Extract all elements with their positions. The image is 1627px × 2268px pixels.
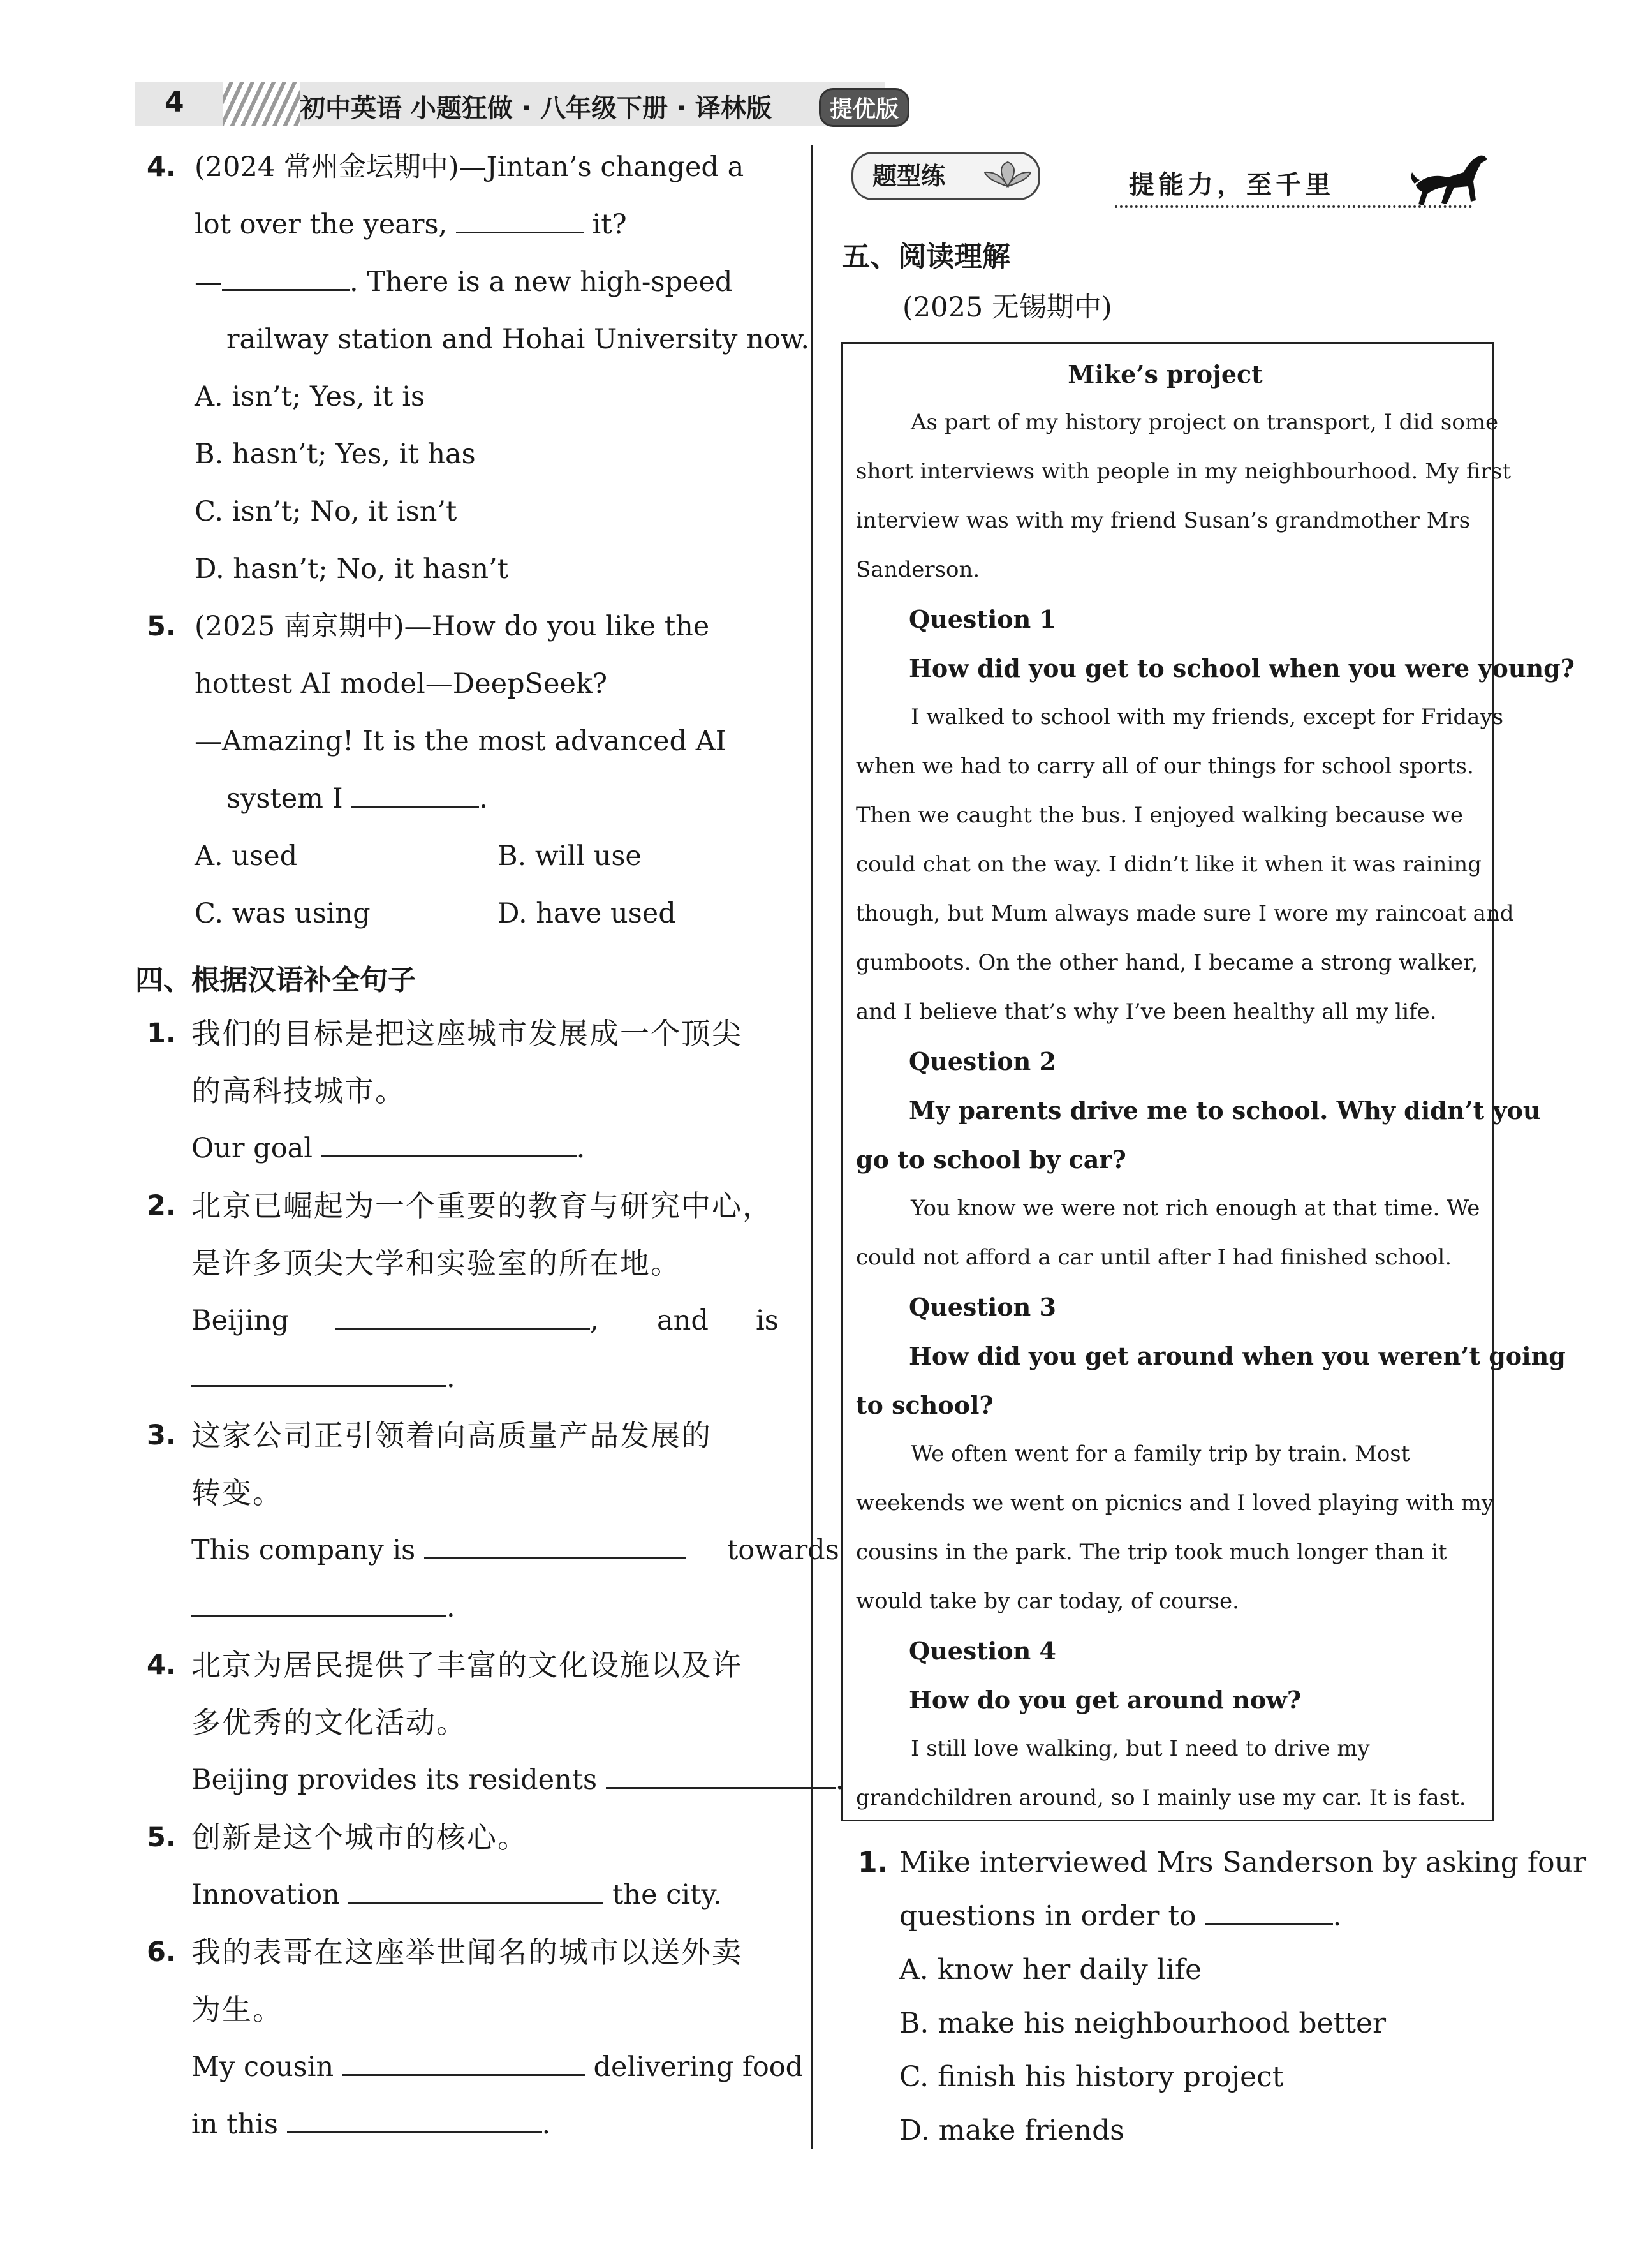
passage-line: Sanderson.: [856, 557, 980, 582]
answer-blank[interactable]: [287, 2107, 542, 2133]
option[interactable]: A. used: [195, 840, 298, 872]
answer-blank[interactable]: [321, 1131, 577, 1157]
passage-title: Mike’s project: [1068, 360, 1263, 389]
option[interactable]: B. hasn’t; Yes, it has: [195, 438, 476, 470]
english-prompt: in this .: [191, 2109, 551, 2140]
question-line: Mike interviewed Mrs Sanderson by asking four: [899, 1846, 1586, 1879]
passage-line: cousins in the park. The trip took much longer than it: [856, 1539, 1447, 1565]
english-prompt: Innovation the city.: [191, 1879, 722, 1911]
chinese-sentence: 这家公司正引领着向高质量产品发展的: [191, 1418, 712, 1453]
passage-line: I walked to school with my friends, except for Fridays: [911, 704, 1504, 730]
option[interactable]: D. hasn’t; No, it hasn’t: [195, 553, 509, 585]
passage-line: though, but Mum always made sure I wore my raincoat and: [856, 901, 1514, 926]
question-number: 5.: [147, 1821, 177, 1853]
passage-line: could chat on the way. I didn’t like it when it was raining: [856, 852, 1482, 877]
question-heading: to school?: [856, 1391, 994, 1419]
section-label: 题型练: [851, 152, 1040, 200]
passage-line: Then we caught the bus. I enjoyed walking because we: [856, 803, 1464, 828]
passage-line: would take by car today, of course.: [856, 1589, 1239, 1614]
question-heading: How did you get around when you weren’t going: [909, 1342, 1566, 1370]
question-heading: How do you get around now?: [909, 1686, 1302, 1714]
passage-line: grandchildren around, so I mainly use my car. It is fast.: [856, 1785, 1466, 1811]
answer-blank[interactable]: [191, 1590, 446, 1617]
chinese-sentence: 我的表哥在这座举世闻名的城市以送外卖: [191, 1935, 742, 1969]
answer-blank[interactable]: [348, 1878, 603, 1904]
book-title: 初中英语 小题狂做 · 八年级下册 · 译林版: [300, 94, 772, 123]
option[interactable]: D. have used: [497, 898, 676, 930]
chinese-sentence: 为生。: [191, 1992, 283, 2027]
chinese-sentence: 的高科技城市。: [191, 1074, 406, 1108]
passage-line: when we had to carry all of our things for school sports.: [856, 753, 1474, 779]
question-line: questions in order to .: [899, 1900, 1342, 1932]
question-line: system I .: [226, 783, 488, 815]
passage-line: and I believe that’s why I’ve been healthy all my life.: [856, 999, 1437, 1025]
english-prompt: Our goal .: [191, 1132, 585, 1164]
chinese-sentence: 多优秀的文化活动。: [191, 1705, 467, 1740]
english-prompt: Beijing: [191, 1305, 290, 1337]
horse-icon: [1410, 147, 1492, 211]
chinese-sentence: 我们的目标是把这座城市发展成一个顶尖: [191, 1016, 742, 1051]
option[interactable]: A. isn’t; Yes, it is: [195, 381, 425, 413]
question-number: 6.: [147, 1936, 177, 1968]
source-note: (2025 无锡期中): [902, 292, 1112, 323]
passage-line: I still love walking, but I need to drive my: [911, 1736, 1370, 1761]
question-number: 4.: [147, 1649, 177, 1681]
edition-badge: 提优版: [819, 88, 909, 127]
answer-blank[interactable]: [456, 207, 584, 233]
passage-line: gumboots. On the other hand, I became a strong walker,: [856, 950, 1478, 975]
column-divider: [811, 145, 813, 2149]
answer-blank[interactable]: [335, 1303, 590, 1330]
answer-blank[interactable]: [424, 1533, 686, 1559]
option[interactable]: C. isn’t; No, it isn’t: [195, 496, 457, 528]
answer-blank[interactable]: [351, 782, 479, 808]
option[interactable]: D. make friends: [899, 2114, 1124, 2147]
question-line: (2024 常州金坛期中)—Jintan’s changed a: [195, 151, 744, 183]
answer-blank[interactable]: [222, 265, 350, 291]
answer-blank[interactable]: [1205, 1899, 1333, 1925]
question-line: (2025 南京期中)—How do you like the: [195, 611, 710, 642]
passage-line: short interviews with people in my neighbourhood. My first: [856, 459, 1512, 484]
passage-line: interview was with my friend Susan’s grandmother Mrs: [856, 508, 1471, 533]
english-prompt: My cousin delivering food: [191, 2051, 804, 2083]
answer-blank[interactable]: [342, 2050, 585, 2076]
chinese-sentence: 创新是这个城市的核心。: [191, 1820, 528, 1855]
question-heading: Question 3: [909, 1293, 1056, 1321]
question-heading: Question 1: [909, 605, 1056, 634]
question-heading: Question 4: [909, 1636, 1056, 1665]
question-heading: go to school by car?: [856, 1145, 1126, 1174]
slogan: 提能力，至千里: [1129, 170, 1334, 200]
english-prompt: ,: [335, 1301, 599, 1340]
chinese-sentence: 北京已崛起为一个重要的教育与研究中心，: [191, 1189, 773, 1223]
question-heading: How did you get to school when you were young?: [909, 654, 1575, 683]
passage-line: We often went for a family trip by train. Most: [911, 1441, 1410, 1467]
chinese-sentence: 北京为居民提供了丰富的文化设施以及许: [191, 1648, 742, 1682]
question-number: 4.: [147, 151, 177, 183]
question-number: 3.: [147, 1419, 177, 1451]
passage-line: could not afford a car until after I had finished school.: [856, 1245, 1452, 1270]
lotus-icon: [982, 161, 1033, 190]
passage-line: You know we were not rich enough at that time. We: [911, 1196, 1480, 1221]
question-line: — . There is a new high-speed: [195, 266, 733, 298]
question-number: 1.: [858, 1846, 888, 1879]
passage-line: As part of my history project on transport, I did some: [911, 410, 1499, 435]
option[interactable]: B. make his neighbourhood better: [899, 2007, 1387, 2040]
option[interactable]: B. will use: [497, 840, 642, 872]
chinese-sentence: 是许多顶尖大学和实验室的所在地。: [191, 1246, 681, 1280]
english-prompt: .: [191, 1589, 455, 1627]
option[interactable]: A. know her daily life: [899, 1953, 1202, 1986]
passage-line: weekends we went on picnics and I loved playing with my: [856, 1490, 1494, 1516]
section-title: 五、阅读理解: [842, 241, 1010, 273]
question-heading: My parents drive me to school. Why didn’t you: [909, 1096, 1541, 1125]
option[interactable]: C. finish his history project: [899, 2061, 1284, 2093]
question-number: 5.: [147, 611, 177, 642]
header-stripes: [223, 82, 300, 126]
answer-blank[interactable]: [606, 1763, 836, 1789]
question-heading: Question 2: [909, 1047, 1056, 1076]
question-line: lot over the years, it?: [195, 209, 627, 241]
question-line: railway station and Hohai University now.: [226, 323, 810, 355]
english-prompt: is: [756, 1305, 779, 1337]
section-title: 四、根据汉语补全句子: [135, 964, 416, 997]
question-number: 2.: [147, 1190, 177, 1222]
question-line: hottest AI model—DeepSeek?: [195, 668, 608, 700]
chinese-sentence: 转变。: [191, 1476, 283, 1510]
english-prompt: This company is: [191, 1531, 686, 1569]
english-prompt: Beijing provides its residents .: [191, 1764, 844, 1796]
question-line: —Amazing! It is the most advanced AI: [195, 725, 726, 757]
answer-blank[interactable]: [191, 1361, 446, 1387]
page-number: 4: [165, 86, 184, 119]
english-prompt: towards: [727, 1534, 839, 1566]
english-prompt: .: [191, 1359, 455, 1397]
question-number: 1.: [147, 1018, 177, 1049]
english-prompt: and: [657, 1305, 709, 1337]
option[interactable]: C. was using: [195, 898, 371, 930]
